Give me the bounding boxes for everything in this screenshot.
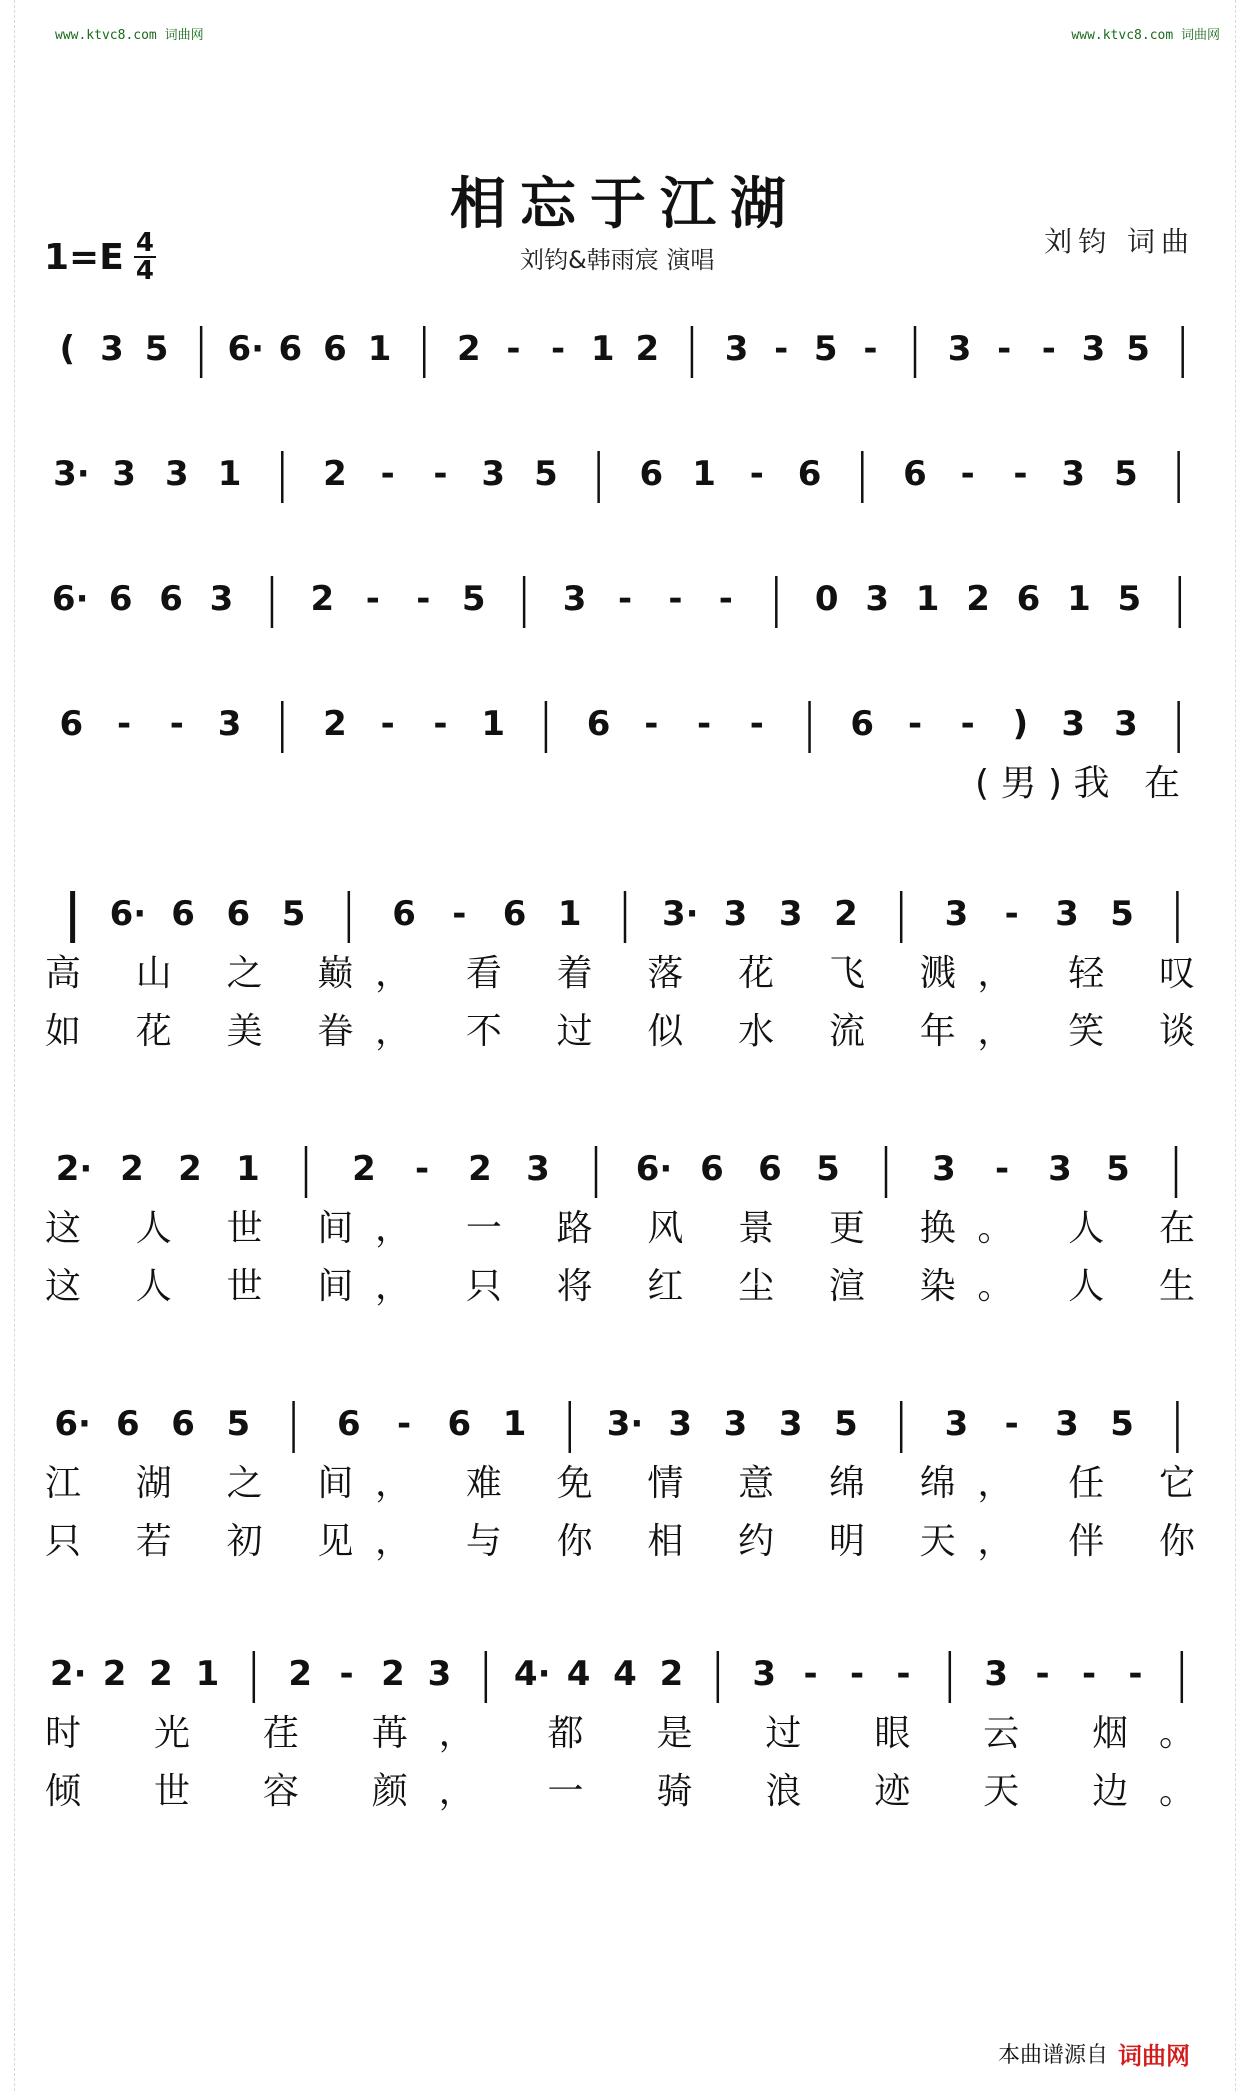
score-note: 5: [834, 1404, 858, 1444]
score-note: 6: [850, 704, 875, 744]
score-note: 0: [814, 579, 839, 619]
lyric-line: 时 光 荏 苒， 都 是 过 眼 云 烟。: [45, 1713, 1195, 1754]
score-note: 6: [639, 454, 664, 494]
score-note: 6: [108, 579, 133, 619]
score-note: 2: [659, 1654, 684, 1694]
lyric-line: 这 人 世 间， 一 路 风 景 更 换。 人 在: [45, 1208, 1195, 1249]
score-note: 2: [468, 1149, 492, 1189]
score-note: 2·: [55, 1149, 93, 1189]
score-note: 6·: [635, 1149, 673, 1189]
score-note: 3: [723, 894, 748, 934]
score-note: 5: [816, 1149, 840, 1189]
score-note: 3: [1055, 1404, 1079, 1444]
score-note: 6: [116, 1404, 140, 1444]
score-note: 6: [758, 1149, 782, 1189]
score-note: -: [380, 454, 395, 494]
song-title: 相忘于江湖: [450, 171, 800, 237]
score-note: 1: [557, 894, 582, 934]
score-note: -: [1081, 1654, 1097, 1694]
score-note: 6: [159, 579, 183, 619]
score-note: 6: [700, 1149, 724, 1189]
score-note: 3: [427, 1654, 452, 1694]
score-note: 3: [1061, 704, 1086, 744]
score-note: -: [365, 579, 380, 619]
score-note: 3: [1114, 704, 1138, 744]
score-note: 3: [778, 1404, 803, 1444]
score-note: 1: [590, 329, 615, 369]
score-note: 2: [635, 329, 660, 369]
score-note: -: [718, 579, 733, 619]
lyric-line: 江 湖 之 间， 难 免 情 意 绵 绵， 任 它: [45, 1463, 1195, 1504]
score-note: 3: [481, 454, 506, 494]
score-note: -: [896, 1654, 911, 1694]
score-note: 6: [797, 454, 822, 494]
score-note: 5: [1117, 579, 1142, 619]
score-note: 2: [288, 1654, 313, 1694]
score-note: 6·: [54, 1404, 91, 1444]
footer-brand-link[interactable]: 词曲网: [1118, 2042, 1190, 2070]
score-note: 3: [1061, 454, 1086, 494]
score-note: 2: [323, 454, 347, 494]
score-note: 6: [502, 894, 527, 934]
lyric-line: 如 花 美 眷， 不 过 似 水 流 年， 笑 谈: [45, 1011, 1195, 1052]
score-note: 3: [984, 1654, 1009, 1694]
score-note: 4: [566, 1654, 591, 1694]
score-note: -: [803, 1654, 818, 1694]
score-note: 6: [1016, 579, 1041, 619]
score-note: 5: [1106, 1149, 1130, 1189]
score-note: -: [960, 704, 975, 744]
score-note: 5: [281, 894, 306, 934]
score-note: -: [433, 454, 448, 494]
score-note: -: [1128, 1654, 1143, 1694]
score-note: ): [1012, 704, 1029, 744]
score-note: -: [960, 454, 975, 494]
score-note: -: [849, 1654, 865, 1694]
score-note: 4·: [513, 1654, 551, 1694]
score-note: 3: [865, 579, 890, 619]
score-note: 2: [457, 329, 481, 369]
score-note: -: [452, 894, 467, 934]
score-note: 4: [613, 1654, 637, 1694]
score-note: -: [117, 704, 132, 744]
site-url-right[interactable]: www.ktvc8.com 词曲网: [1071, 28, 1220, 43]
score-note: 1: [502, 1404, 527, 1444]
score-note: 1: [1067, 579, 1091, 619]
score-note: 6: [586, 704, 611, 744]
score-note: 2: [178, 1149, 202, 1189]
score-note: 2: [120, 1149, 144, 1189]
score-note: 3: [668, 1404, 693, 1444]
score-note: 3: [562, 579, 587, 619]
score-note: 2·: [49, 1654, 87, 1694]
score-note: 3: [778, 894, 803, 934]
score-note: 3·: [661, 894, 699, 934]
score-note: 3: [752, 1654, 777, 1694]
score-note: 3: [217, 704, 242, 744]
footer-source-label: 本曲谱源自: [997, 2043, 1108, 2068]
score-note: 6·: [109, 894, 147, 934]
score-note: 2: [149, 1654, 173, 1694]
score-note: -: [551, 329, 566, 369]
score-note: 3: [112, 454, 136, 494]
score-note: -: [433, 704, 448, 744]
score-note: 1: [692, 454, 716, 494]
score-note: 3: [944, 894, 969, 934]
lyric-line: 倾 世 容 颜， 一 骑 浪 迹 天 边。: [45, 1771, 1195, 1812]
score-note: 2: [102, 1654, 127, 1694]
score-note: 5: [1110, 894, 1134, 934]
score-note: 6·: [227, 329, 265, 369]
score-note: -: [380, 704, 395, 744]
score-note: 6: [392, 894, 416, 934]
score-note: 1: [217, 454, 242, 494]
score-note: 3: [100, 329, 124, 369]
score-note: 3: [724, 329, 749, 369]
score-note: (: [59, 329, 76, 369]
score-note: -: [907, 704, 923, 744]
score-note: 1: [195, 1654, 220, 1694]
time-signature-top: 4: [135, 228, 154, 258]
score-note: -: [169, 704, 184, 744]
score-note: -: [668, 579, 683, 619]
score-note: -: [414, 1149, 430, 1189]
score-note: -: [1013, 454, 1028, 494]
score-note: 5: [1126, 329, 1150, 369]
footer-source: [998, 2036, 1190, 2071]
site-url-left[interactable]: www.ktvc8.com 词曲网: [55, 28, 204, 43]
score-note: 3: [1055, 894, 1079, 934]
score-note: -: [1004, 1404, 1019, 1444]
score-note: 5: [813, 329, 838, 369]
score-note: -: [997, 329, 1012, 369]
lyric-line: 这 人 世 间， 只 将 红 尘 渲 染。 人 生: [45, 1266, 1195, 1307]
score-note: 1: [236, 1149, 260, 1189]
score-note: 6: [447, 1404, 472, 1444]
score-note: 2: [381, 1654, 405, 1694]
score-note: 6: [226, 894, 251, 934]
score-note: 6: [903, 454, 927, 494]
score-note: 5: [534, 454, 558, 494]
score-note: 6: [59, 704, 84, 744]
lyric-line: 高 山 之 巅， 看 着 落 花 飞 溅， 轻 叹: [45, 953, 1195, 994]
score-note: -: [644, 704, 659, 744]
score-note: 6: [278, 329, 303, 369]
score-note: 5: [144, 329, 169, 369]
score-note: 3: [723, 1404, 748, 1444]
score-note: 3: [209, 579, 234, 619]
score-note: -: [697, 704, 712, 744]
score-note: 6·: [51, 579, 89, 619]
lyricist-composer-credit: 刘钧 词曲: [1044, 225, 1195, 258]
score-note: 3·: [53, 454, 90, 494]
score-note: 5: [1110, 1404, 1134, 1444]
score-note: 5: [461, 579, 486, 619]
score-note: -: [617, 579, 633, 619]
score-note: -: [1035, 1654, 1050, 1694]
score-note: 6: [336, 1404, 361, 1444]
score-note: -: [749, 454, 764, 494]
score-note: 2: [310, 579, 335, 619]
score-note: -: [339, 1654, 354, 1694]
score-note: 3: [944, 1404, 969, 1444]
singer-credit: 刘钧&韩雨宸 演唱: [520, 246, 715, 274]
score-note: 2: [834, 894, 858, 934]
score-note: -: [506, 329, 521, 369]
score-note: 2: [323, 704, 347, 744]
score-note: 3: [1048, 1149, 1072, 1189]
lyric-line: 只 若 初 见， 与 你 相 约 明 天， 伴 你: [45, 1521, 1195, 1562]
score-note: -: [1041, 329, 1056, 369]
score-note: 6: [171, 894, 195, 934]
score-note: 6: [323, 329, 347, 369]
score-note: 1: [481, 704, 506, 744]
score-note: 5: [1114, 454, 1138, 494]
score-note: 3: [947, 329, 972, 369]
score-note: 2: [966, 579, 990, 619]
score-note: -: [749, 704, 764, 744]
score-note: -: [994, 1149, 1010, 1189]
score-note: -: [863, 329, 878, 369]
score-note: -: [1004, 894, 1019, 934]
lyric-line: (男)我 在: [975, 763, 1180, 804]
score-note: -: [774, 329, 789, 369]
score-note: 3: [932, 1149, 956, 1189]
score-note: 2: [352, 1149, 376, 1189]
score-note: -: [416, 579, 431, 619]
score-note: 3: [526, 1149, 550, 1189]
score-note: 3: [1081, 329, 1106, 369]
score-note: 1: [367, 329, 392, 369]
score-note: 6: [171, 1404, 195, 1444]
score-note: 3: [164, 454, 189, 494]
score-note: -: [396, 1404, 412, 1444]
key-label: 1=E: [44, 236, 124, 278]
score-note: 3·: [606, 1404, 644, 1444]
score-note: 1: [915, 579, 940, 619]
score-note: 5: [226, 1404, 251, 1444]
time-signature-bottom: 4: [135, 256, 154, 286]
